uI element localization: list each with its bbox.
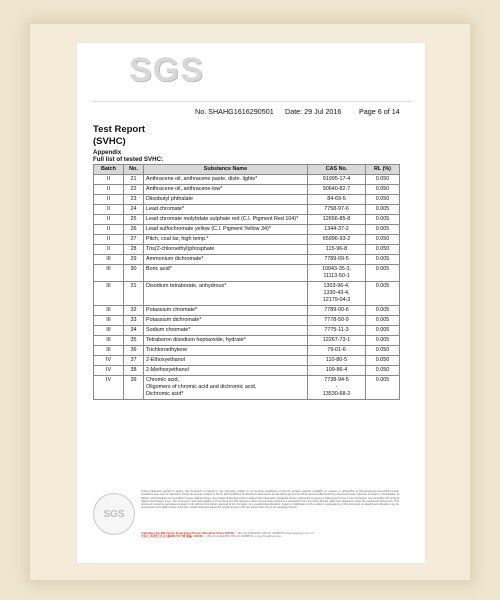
svhc-table xyxy=(93,164,400,400)
address-en: 3ˉBuilding, No.889 Yishan Road Xuhui District,Shanghai China 200233 xyxy=(141,531,234,535)
cell-batch: IV xyxy=(94,376,124,400)
table-header-row xyxy=(94,165,400,175)
col-cas-no: CAS No. xyxy=(308,165,366,175)
cell-no: 28 xyxy=(124,245,144,255)
cell-no: 23 xyxy=(124,195,144,205)
cell-cas-no: 7778-50-9 xyxy=(308,316,366,326)
address-cn: 中国·上海·徐汇区宜山路889号3号楼 邮编: 200233 xyxy=(141,534,203,539)
table-row xyxy=(94,185,400,195)
cell-batch: III xyxy=(94,316,124,326)
table-row xyxy=(94,215,400,225)
cell-batch: III xyxy=(94,336,124,346)
address-block xyxy=(141,532,399,539)
cell-no: 27 xyxy=(124,235,144,245)
cell-batch: IV xyxy=(94,366,124,376)
cell-substance-name: Anthracene oil, anthracene paste, distn. lights* xyxy=(144,175,308,185)
report-footer xyxy=(93,490,399,542)
cell-rl: 0.050 xyxy=(366,245,400,255)
table-row xyxy=(94,195,400,205)
cell-batch: II xyxy=(94,225,124,235)
cell-substance-name: Potassium chromate* xyxy=(144,306,308,316)
cell-substance-name: Disodium tetraborate, anhydrous* xyxy=(144,282,308,306)
cell-no: 39 xyxy=(124,376,144,400)
table-row xyxy=(94,205,400,215)
appendix-heading xyxy=(93,149,163,163)
page-number: Page 6 of 14 xyxy=(359,107,400,116)
cell-substance-name: Tris(2-chloroethyl)phosphate xyxy=(144,245,308,255)
cell-rl: 0.005 xyxy=(366,306,400,316)
address-line-2 xyxy=(141,535,399,538)
cell-rl: 0.005 xyxy=(366,255,400,265)
cell-cas-no: 110-80-5 xyxy=(308,356,366,366)
cell-no: 34 xyxy=(124,326,144,336)
cell-cas-no: 109-86-4 xyxy=(308,366,366,376)
list-title: Full list of tested SVHC: xyxy=(93,156,164,163)
sgs-logo: SGS xyxy=(129,51,204,89)
cell-no: 21 xyxy=(124,175,144,185)
contact-cn: t (86-21) 61402666 f (86-21) 64958762 e sgs.china@sgs.com xyxy=(205,534,282,539)
cell-cas-no: 12656-85-8 xyxy=(308,215,366,225)
cell-cas-no: 7789-09-5 xyxy=(308,255,366,265)
table-row xyxy=(94,282,400,306)
cell-rl: 0.050 xyxy=(366,185,400,195)
cell-batch: III xyxy=(94,282,124,306)
cell-no: 24 xyxy=(124,205,144,215)
sgs-seal-stamp xyxy=(93,493,135,535)
report-title-line2: (SVHC) xyxy=(93,136,126,147)
report-page xyxy=(91,51,413,557)
table-row xyxy=(94,225,400,235)
col-no: No. xyxy=(124,165,144,175)
disclaimer-text: Unless otherwise agreed in writing, this document is issued by the Company subject to its General Conditions of Service printed overleaf, available on request or accessible at http://www.sgs.com/en/Terms-and-Conditions.aspx and, for electronic format documents, subject to Terms and Conditions for Electronic Documents at http://www.sgs.com/en/Terms-and-Conditions/Terms-e-Document.aspx. Attention is drawn to the limitation of liability, indemnification and jurisdiction issues defined therein. Any holder of this document is advised that information contained hereon reflects the Company's findings at the time of its intervention only and within the limits of Client's instructions, if any. The Company's sole responsibility is to its Client and this document does not exonerate parties to a transaction from exercising all their rights and obligations under the transaction documents. This document cannot be reproduced except in full, without prior written approval of the Company. Any unauthorized alteration, forgery or falsification of the content or appearance of this document is unlawful and offenders may be prosecuted to the fullest extent of the law. Unless otherwise stated the results shown in this test report refer only to the sample(s) tested. xyxy=(141,490,399,510)
cell-rl: 0.005 xyxy=(366,336,400,346)
table-row xyxy=(94,245,400,255)
cell-batch: III xyxy=(94,306,124,316)
cell-substance-name: Lead chromate molybdate sulphate red (C.I. Pigment Red 104)* xyxy=(144,215,308,225)
photo-frame xyxy=(30,24,470,580)
report-date: Date: 29 Jul 2016 xyxy=(285,107,342,116)
table-row xyxy=(94,356,400,366)
cell-rl: 0.005 xyxy=(366,225,400,235)
cell-substance-name: Sodium chromate* xyxy=(144,326,308,336)
cell-substance-name: Tetraboron disodium heptaoxide, hydrate* xyxy=(144,336,308,346)
appendix-label: Appendix xyxy=(93,149,122,156)
document-sheet xyxy=(76,42,426,564)
cell-rl: 0.005 xyxy=(366,282,400,306)
cell-batch: III xyxy=(94,326,124,336)
table-row xyxy=(94,175,400,185)
cell-rl: 0.050 xyxy=(366,175,400,185)
cell-rl: 0.005 xyxy=(366,316,400,326)
report-number: No. SHAHG1616290501 xyxy=(195,107,274,116)
cell-batch: II xyxy=(94,175,124,185)
cell-cas-no: 10043-35-3, 11113-50-1 xyxy=(308,265,366,282)
table-row xyxy=(94,265,400,282)
col-rl: RL (%) xyxy=(366,165,400,175)
cell-rl: 0.005 xyxy=(366,205,400,215)
cell-cas-no: 90640-82-7 xyxy=(308,185,366,195)
cell-batch: II xyxy=(94,185,124,195)
cell-rl: 0.050 xyxy=(366,195,400,205)
cell-batch: II xyxy=(94,215,124,225)
cell-cas-no: 1344-37-2 xyxy=(308,225,366,235)
cell-no: 33 xyxy=(124,316,144,326)
cell-cas-no: 65996-93-2 xyxy=(308,235,366,245)
cell-cas-no: 7758-97-6 xyxy=(308,205,366,215)
cell-substance-name: Potassium dichromate* xyxy=(144,316,308,326)
table-row xyxy=(94,336,400,346)
cell-rl: 0.050 xyxy=(366,366,400,376)
cell-substance-name: Anthracene oil, anthracene-low* xyxy=(144,185,308,195)
table-row xyxy=(94,376,400,400)
table-row xyxy=(94,326,400,336)
cell-no: 22 xyxy=(124,185,144,195)
report-title-line1: Test Report xyxy=(93,124,146,135)
cell-no: 36 xyxy=(124,346,144,356)
cell-substance-name: Pitch, coal tar, high temp.* xyxy=(144,235,308,245)
cell-substance-name: Ammonium dichromate* xyxy=(144,255,308,265)
cell-cas-no: 7789-00-6 xyxy=(308,306,366,316)
cell-rl: 0.050 xyxy=(366,356,400,366)
cell-substance-name: Lead chromate* xyxy=(144,205,308,215)
cell-cas-no: 91995-17-4 xyxy=(308,175,366,185)
cell-cas-no: 7738-94-5 - 13530-68-2 xyxy=(308,376,366,400)
cell-no: 38 xyxy=(124,366,144,376)
cell-cas-no: 79-01-6 xyxy=(308,346,366,356)
cell-no: 31 xyxy=(124,282,144,306)
cell-rl: 0.005 xyxy=(366,265,400,282)
cell-batch: II xyxy=(94,205,124,215)
cell-substance-name: Boric acid* xyxy=(144,265,308,282)
cell-batch: II xyxy=(94,195,124,205)
cell-substance-name: Diisobutyl phthalate xyxy=(144,195,308,205)
cell-rl: 0.050 xyxy=(366,346,400,356)
cell-no: 30 xyxy=(124,265,144,282)
cell-no: 32 xyxy=(124,306,144,316)
cell-no: 25 xyxy=(124,215,144,225)
cell-batch: II xyxy=(94,245,124,255)
cell-rl: 0.050 xyxy=(366,235,400,245)
table-row xyxy=(94,235,400,245)
cell-rl: 0.005 xyxy=(366,326,400,336)
cell-no: 29 xyxy=(124,255,144,265)
cell-substance-name: Lead sulfochromate yellow (C.I. Pigment Yellow 34)* xyxy=(144,225,308,235)
table-row xyxy=(94,346,400,356)
cell-substance-name: Trichloroethylene xyxy=(144,346,308,356)
cell-cas-no: 7775-11-3 xyxy=(308,326,366,336)
cell-cas-no: 84-69-5 xyxy=(308,195,366,205)
cell-batch: III xyxy=(94,346,124,356)
cell-substance-name: 2-Methoxyethanol xyxy=(144,366,308,376)
table-row xyxy=(94,306,400,316)
cell-substance-name: Chromic acid, Oligomers of chromic acid and dichromic acid, Dichromic acid* xyxy=(144,376,308,400)
col-batch: Batch xyxy=(94,165,124,175)
cell-rl: 0.005 xyxy=(366,376,400,400)
cell-batch: IV xyxy=(94,356,124,366)
report-title xyxy=(93,124,145,148)
contact-en: t (86-21) 61402666 f (86-21) 64958762 www.sgsgroup.com.cn xyxy=(236,531,314,535)
col-substance-name: Substance Name xyxy=(144,165,308,175)
cell-no: 35 xyxy=(124,336,144,346)
cell-substance-name: 2-Ethoxyethanol xyxy=(144,356,308,366)
table-row xyxy=(94,255,400,265)
seal-text: SGS xyxy=(103,508,125,520)
table-row xyxy=(94,316,400,326)
cell-cas-no: 115-96-8 xyxy=(308,245,366,255)
table-row xyxy=(94,366,400,376)
cell-cas-no: 1303-96-4, 1330-43-4, 12179-04-3 xyxy=(308,282,366,306)
header-divider xyxy=(91,101,413,102)
cell-no: 37 xyxy=(124,356,144,366)
cell-rl: 0.005 xyxy=(366,215,400,225)
cell-no: 26 xyxy=(124,225,144,235)
cell-batch: II xyxy=(94,235,124,245)
cell-batch: III xyxy=(94,255,124,265)
cell-batch: III xyxy=(94,265,124,282)
cell-cas-no: 12267-73-1 xyxy=(308,336,366,346)
